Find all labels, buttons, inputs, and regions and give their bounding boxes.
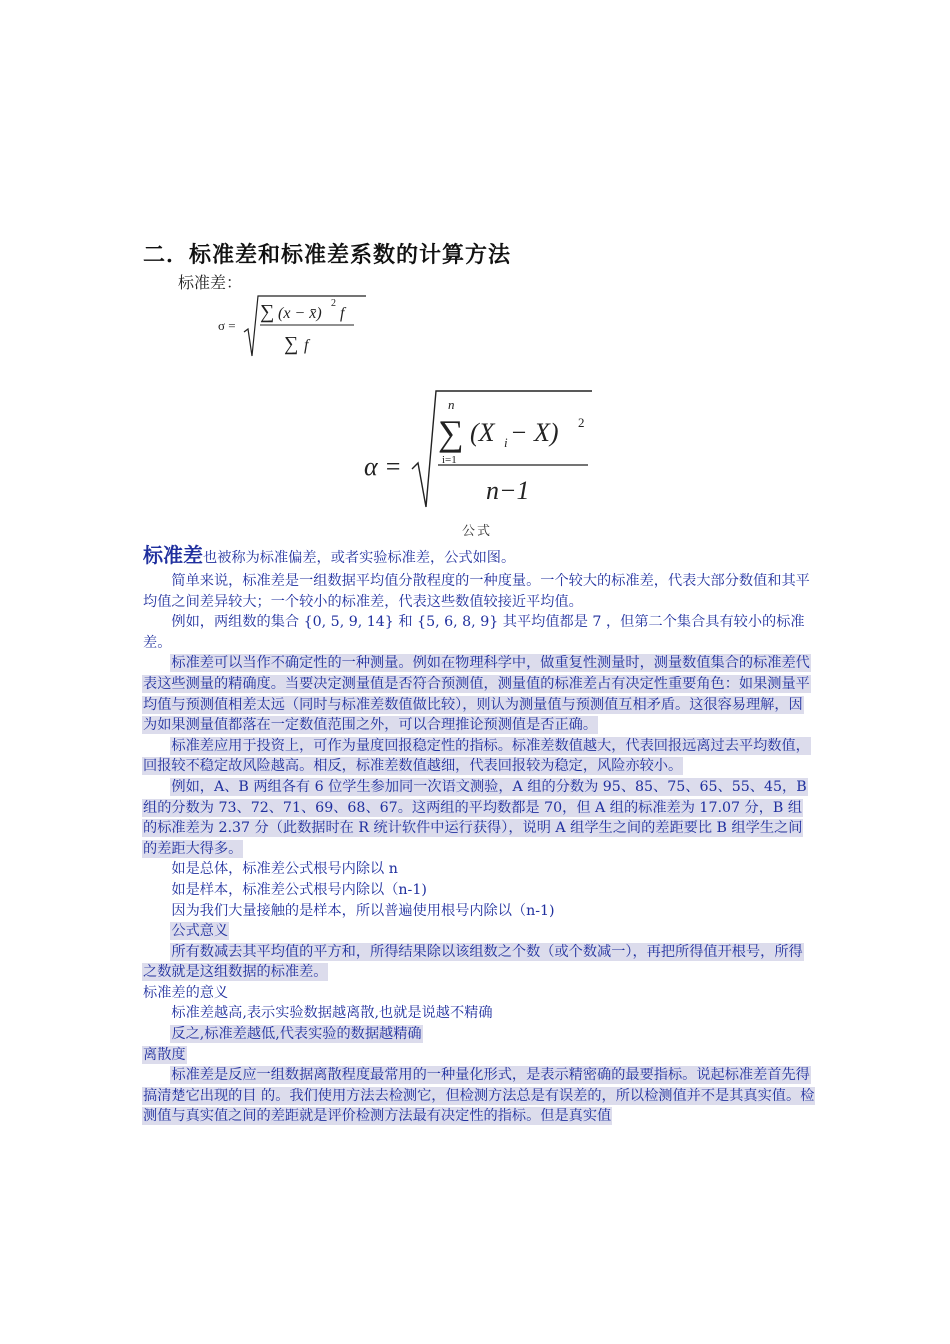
formula2-sum: ∑: [438, 413, 464, 453]
formula-caption: 公式: [462, 524, 493, 539]
highlighted-text: 离散度: [143, 1046, 186, 1063]
highlighted-text: 标准差可以当作不确定性的一种测量。例如在物理科学中，做重复性测量时，测量数值集合的标准差代表这些测量的精确度。当要决定测量值是否符合预测值，测量值的标准差占有决定性重要角色：如果测量平均值与预测值相差太远（同时与标准差数值做比较），则认为测量值与预测值互相矛盾。这很容易理解，因为如果测量值都落在一定数值范围之外，可以合理推论预测值是否正确。: [143, 655, 810, 734]
highlighted-text: 标准差是反应一组数据离散程度最常用的一种量化形式，是表示精密确的最要指标。说起标准差首先得搞清楚它出现的目 的。我们使用方法去检测它，但检测方法总是有误差的，所以检测值并不是其真实值。检测值与真实值之间的差距就是评价检测方法最有决定性的指标。但是真实值: [143, 1067, 815, 1125]
paragraph: [143, 1024, 816, 1045]
formula1-body: (x − x̄): [278, 305, 322, 322]
paragraph-text: 简单来说，标准差是一组数据平均值分散程度的一种度量。一个较大的标准差，代表大部分数值和其平均值之间差异较大；一个较小的标准差，代表这些数值较接近平均值。: [143, 573, 810, 610]
body-content: [143, 542, 816, 1127]
intro-rest: 也被称为标准偏差，或者实验标准差，公式如图。: [203, 550, 516, 566]
formula1-sum: ∑: [260, 301, 275, 323]
formula2-body: (X: [470, 418, 495, 447]
paragraph: [143, 571, 816, 612]
paragraph: [143, 942, 816, 983]
formula1-den-sum: ∑: [284, 333, 299, 355]
paragraph-text: 如是总体，标准差公式根号内除以 n: [171, 861, 398, 878]
highlighted-text: 例如，A、B 两组各有 6 位学生参加同一次语文测验，A 组的分数为 95、85、75、65、55、45，B 组的分数为 73、72、71、69、68、67。这两组的平均数都是 70，但 A 组的标准差为 17.07 分，B 组的标准差为 2.37 分（此数据时在 R 统计软件中运行获得），说明 A 组学生之间的差距要比 B 组学生之间的差距大得多。: [143, 778, 807, 857]
highlighted-text: 反之,标准差越低,代表实验的数据越精确: [171, 1026, 422, 1043]
formula2-body2: − X): [510, 418, 559, 447]
paragraph-text: 因为我们大量接触的是样本，所以普遍使用根号内除以（n-1): [171, 902, 555, 919]
formula1-exponent: 2: [331, 298, 336, 309]
formula2-upper: n: [448, 397, 455, 412]
formula1-lhs: σ =: [218, 318, 236, 333]
formula1-f: f: [340, 305, 345, 322]
paragraph: [143, 880, 816, 901]
formula2-exponent: 2: [578, 415, 585, 430]
subtitle: 标准差：: [178, 273, 243, 292]
formula-alpha: [362, 385, 594, 510]
paragraph: [143, 653, 816, 735]
formula2-lower: i=1: [442, 454, 457, 466]
formula2-denominator: n−1: [486, 476, 530, 505]
paragraph: [143, 777, 816, 859]
heading-line: [143, 1045, 816, 1066]
formula1-den-f: f: [304, 337, 309, 354]
section-title: 二．标准差和标准差系数的计算方法: [143, 243, 512, 268]
paragraph: [143, 921, 816, 942]
paragraph: [143, 1003, 816, 1024]
heading-line: [143, 983, 816, 1004]
paragraph-text: 标准差越高,表示实验数据越离散,也就是说越不精确: [171, 1005, 493, 1022]
paragraph: [143, 736, 816, 777]
paragraph: [143, 612, 816, 653]
paragraph: [143, 901, 816, 922]
paragraph-text: 例如，两组数的集合 {0, 5, 9, 14} 和 {5, 6, 8, 9} 其平均值都是 7 ，但第二个集合具有较小的标准差。: [143, 614, 805, 651]
highlighted-text: 所有数减去其平均值的平方和，所得结果除以该组数之个数（或个数减一），再把所得值开根号，所得之数就是这组数据的标准差。: [143, 943, 803, 981]
highlighted-text: 公式意义: [171, 923, 229, 940]
intro-line: [143, 542, 816, 571]
intro-term: 标准差: [143, 543, 203, 567]
paragraph: [143, 859, 816, 880]
formula-sigma: [218, 292, 368, 362]
paragraph-text: 如是样本，标准差公式根号内除以（n-1): [171, 881, 427, 898]
formula2-sub: i: [504, 435, 508, 450]
paragraph-text: 标准差的意义: [143, 984, 229, 1001]
formula2-lhs: α =: [364, 452, 402, 481]
highlighted-text: 标准差应用于投资上，可作为量度回报稳定性的指标。标准差数值越大，代表回报远离过去平均数值，回报较不稳定故风险越高。相反，标准差数值越细，代表回报较为稳定，风险亦较小。: [143, 737, 810, 775]
paragraph: [143, 1065, 816, 1127]
